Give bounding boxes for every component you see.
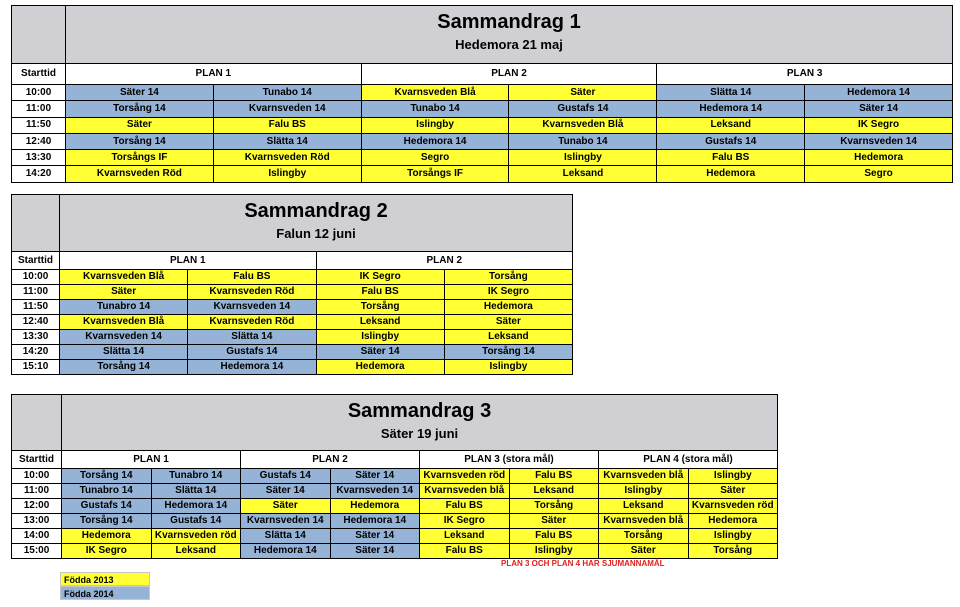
team-cell: Hedemora: [688, 514, 778, 529]
field-note: PLAN 3 OCH PLAN 4 HAR SJUMANNAMÅL: [501, 559, 665, 568]
plan-header: PLAN 1: [66, 64, 362, 85]
team-cell: Islingby: [316, 330, 444, 345]
team-cell: Islingby: [444, 360, 572, 375]
team-cell: Säter 14: [330, 529, 420, 544]
team-cell: Slätta 14: [241, 529, 331, 544]
title-row: [12, 395, 778, 451]
team-cell: Falu BS: [420, 499, 510, 514]
team-cell: Gustafs 14: [151, 514, 241, 529]
start-time: 11:50: [12, 300, 60, 315]
team-cell: Islingby: [688, 529, 778, 544]
team-cell: Tunabo 14: [509, 133, 657, 149]
schedule-header: [60, 195, 573, 252]
team-cell: Säter 14: [330, 469, 420, 484]
team-cell: Säter 14: [66, 85, 214, 101]
corner-cell: [12, 195, 60, 252]
start-time: 15:10: [12, 360, 60, 375]
match-row: [12, 544, 778, 559]
team-cell: Hedemora 14: [241, 544, 331, 559]
team-cell: IK Segro: [316, 270, 444, 285]
schedule-table-1: [11, 5, 953, 183]
team-cell: Hedemora: [657, 166, 805, 182]
team-cell: Torsång 14: [60, 360, 188, 375]
team-cell: Gustafs 14: [241, 469, 331, 484]
team-cell: Torsång: [599, 529, 689, 544]
team-cell: Leksand: [444, 330, 572, 345]
team-cell: Torsång 14: [66, 133, 214, 149]
team-cell: Hedemora 14: [151, 499, 241, 514]
match-row: [12, 166, 953, 182]
plan-header-row: [12, 252, 573, 270]
team-cell: Gustafs 14: [657, 133, 805, 149]
team-cell: Säter: [60, 285, 188, 300]
team-cell: Slätta 14: [188, 330, 316, 345]
start-time: 12:00: [12, 499, 62, 514]
team-cell: Leksand: [657, 117, 805, 133]
plan-header: PLAN 2: [361, 64, 657, 85]
match-row: [12, 315, 573, 330]
team-cell: Kvarnsveden 14: [241, 514, 331, 529]
team-cell: Torsång: [509, 499, 599, 514]
team-cell: Kvarnsveden röd: [688, 499, 778, 514]
start-time: 14:00: [12, 529, 62, 544]
match-row: [12, 469, 778, 484]
team-cell: Säter: [66, 117, 214, 133]
team-cell: Kvarnsveden röd: [420, 469, 510, 484]
schedule-subtitle: Hedemora 21 maj: [455, 37, 563, 52]
match-row: [12, 360, 573, 375]
plan-header-row: [12, 451, 778, 469]
team-cell: Islingby: [688, 469, 778, 484]
legend-born-2014: Födda 2014: [60, 586, 150, 600]
match-row: [12, 133, 953, 149]
schedule-table-2: [11, 194, 573, 375]
team-cell: Slätta 14: [60, 345, 188, 360]
team-cell: Torsång: [444, 270, 572, 285]
team-cell: Torsång 14: [66, 101, 214, 117]
team-cell: Säter 14: [805, 101, 953, 117]
team-cell: Tunabo 14: [213, 85, 361, 101]
schedule-title: Sammandrag 3: [347, 400, 492, 422]
team-cell: Kvarnsveden 14: [60, 330, 188, 345]
team-cell: Säter 14: [241, 484, 331, 499]
team-cell: IK Segro: [62, 544, 152, 559]
starttid-header: Starttid: [12, 252, 60, 270]
team-cell: Hedemora: [62, 529, 152, 544]
starttid-header: Starttid: [12, 64, 66, 85]
start-time: 14:20: [12, 166, 66, 182]
plan-header: PLAN 2: [241, 451, 420, 469]
match-row: [12, 514, 778, 529]
start-time: 10:00: [12, 469, 62, 484]
team-cell: Kvarnsveden blå: [599, 514, 689, 529]
team-cell: Kvarnsveden Blå: [60, 315, 188, 330]
match-row: [12, 285, 573, 300]
schedule-title: Sammandrag 1: [437, 11, 581, 33]
team-cell: Leksand: [420, 529, 510, 544]
team-cell: Torsång 14: [444, 345, 572, 360]
team-cell: Slätta 14: [151, 484, 241, 499]
schedule-title: Sammandrag 2: [244, 200, 388, 222]
team-cell: Hedemora: [444, 300, 572, 315]
start-time: 10:00: [12, 270, 60, 285]
team-cell: Torsång 14: [62, 469, 152, 484]
start-time: 13:30: [12, 330, 60, 345]
team-cell: Tunabo 14: [361, 101, 509, 117]
team-cell: Falu BS: [213, 117, 361, 133]
team-cell: Säter: [509, 85, 657, 101]
team-cell: Säter: [241, 499, 331, 514]
team-cell: Falu BS: [188, 270, 316, 285]
team-cell: Kvarnsveden blå: [599, 469, 689, 484]
team-cell: Kvarnsveden Röd: [188, 315, 316, 330]
team-cell: Hedemora 14: [805, 85, 953, 101]
team-cell: Slätta 14: [213, 133, 361, 149]
team-cell: Islingby: [213, 166, 361, 182]
team-cell: IK Segro: [444, 285, 572, 300]
team-cell: Säter: [509, 514, 599, 529]
team-cell: Torsång: [688, 544, 778, 559]
match-row: [12, 484, 778, 499]
team-cell: Gustafs 14: [62, 499, 152, 514]
team-cell: Kvarnsveden Röd: [188, 285, 316, 300]
team-cell: Gustafs 14: [188, 345, 316, 360]
team-cell: Kvarnsveden blå: [420, 484, 510, 499]
match-row: [12, 300, 573, 315]
team-cell: Islingby: [361, 117, 509, 133]
team-cell: Kvarnsveden 14: [213, 101, 361, 117]
team-cell: Islingby: [509, 544, 599, 559]
title-row: [12, 6, 953, 64]
starttid-header: Starttid: [12, 451, 62, 469]
team-cell: Slätta 14: [657, 85, 805, 101]
match-row: [12, 330, 573, 345]
team-cell: Segro: [361, 150, 509, 166]
team-cell: Leksand: [599, 499, 689, 514]
start-time: 10:00: [12, 85, 66, 101]
schedule-subtitle: Falun 12 juni: [276, 226, 356, 241]
team-cell: Torsång: [316, 300, 444, 315]
team-cell: Kvarnsveden 14: [805, 133, 953, 149]
start-time: 11:00: [12, 285, 60, 300]
start-time: 11:00: [12, 484, 62, 499]
team-cell: Islingby: [599, 484, 689, 499]
plan-header: PLAN 4 (stora mål): [599, 451, 778, 469]
team-cell: Säter: [599, 544, 689, 559]
team-cell: Kvarnsveden Blå: [509, 117, 657, 133]
start-time: 11:50: [12, 117, 66, 133]
team-cell: Hedemora: [805, 150, 953, 166]
start-time: 15:00: [12, 544, 62, 559]
team-cell: IK Segro: [420, 514, 510, 529]
team-cell: Säter: [444, 315, 572, 330]
team-cell: Tunabro 14: [62, 484, 152, 499]
match-row: [12, 499, 778, 514]
team-cell: Torsång 14: [62, 514, 152, 529]
plan-header: PLAN 1: [60, 252, 317, 270]
team-cell: Gustafs 14: [509, 101, 657, 117]
schedule-header: [66, 6, 953, 64]
team-cell: Säter: [688, 484, 778, 499]
title-row: [12, 195, 573, 252]
team-cell: Falu BS: [657, 150, 805, 166]
team-cell: Säter 14: [316, 345, 444, 360]
match-row: [12, 345, 573, 360]
team-cell: Kvarnsveden röd: [151, 529, 241, 544]
team-cell: Torsångs IF: [66, 150, 214, 166]
team-cell: Leksand: [509, 166, 657, 182]
start-time: 13:30: [12, 150, 66, 166]
start-time: 13:00: [12, 514, 62, 529]
team-cell: Segro: [805, 166, 953, 182]
team-cell: Hedemora 14: [330, 514, 420, 529]
schedule-header: [62, 395, 778, 451]
match-row: [12, 85, 953, 101]
plan-header: PLAN 1: [62, 451, 241, 469]
team-cell: Torsångs IF: [361, 166, 509, 182]
team-cell: Kvarnsveden Blå: [60, 270, 188, 285]
start-time: 12:40: [12, 133, 66, 149]
team-cell: Säter 14: [330, 544, 420, 559]
plan-header: PLAN 2: [316, 252, 573, 270]
match-row: [12, 150, 953, 166]
match-row: [12, 270, 573, 285]
schedule-subtitle: Säter 19 juni: [380, 426, 459, 441]
start-time: 11:00: [12, 101, 66, 117]
plan-header: PLAN 3: [657, 64, 953, 85]
team-cell: Hedemora: [316, 360, 444, 375]
team-cell: Kvarnsveden Röd: [66, 166, 214, 182]
team-cell: Hedemora 14: [657, 101, 805, 117]
team-cell: IK Segro: [805, 117, 953, 133]
team-cell: Leksand: [316, 315, 444, 330]
corner-cell: [12, 6, 66, 64]
start-time: 14:20: [12, 345, 60, 360]
start-time: 12:40: [12, 315, 60, 330]
corner-cell: [12, 395, 62, 451]
team-cell: Falu BS: [420, 544, 510, 559]
team-cell: Kvarnsveden 14: [188, 300, 316, 315]
legend-born-2013: Födda 2013: [60, 572, 150, 586]
plan-header-row: [12, 64, 953, 85]
match-row: [12, 529, 778, 544]
team-cell: Hedemora 14: [361, 133, 509, 149]
team-cell: Hedemora: [330, 499, 420, 514]
team-cell: Leksand: [151, 544, 241, 559]
team-cell: Kvarnsveden 14: [330, 484, 420, 499]
team-cell: Islingby: [509, 150, 657, 166]
team-cell: Kvarnsveden Blå: [361, 85, 509, 101]
team-cell: Tunabro 14: [60, 300, 188, 315]
team-cell: Falu BS: [316, 285, 444, 300]
schedule-table-3: [11, 394, 778, 559]
team-cell: Hedemora 14: [188, 360, 316, 375]
team-cell: Falu BS: [509, 529, 599, 544]
team-cell: Falu BS: [509, 469, 599, 484]
team-cell: Leksand: [509, 484, 599, 499]
team-cell: Kvarnsveden Röd: [213, 150, 361, 166]
match-row: [12, 101, 953, 117]
match-row: [12, 117, 953, 133]
team-cell: Tunabro 14: [151, 469, 241, 484]
plan-header: PLAN 3 (stora mål): [420, 451, 599, 469]
